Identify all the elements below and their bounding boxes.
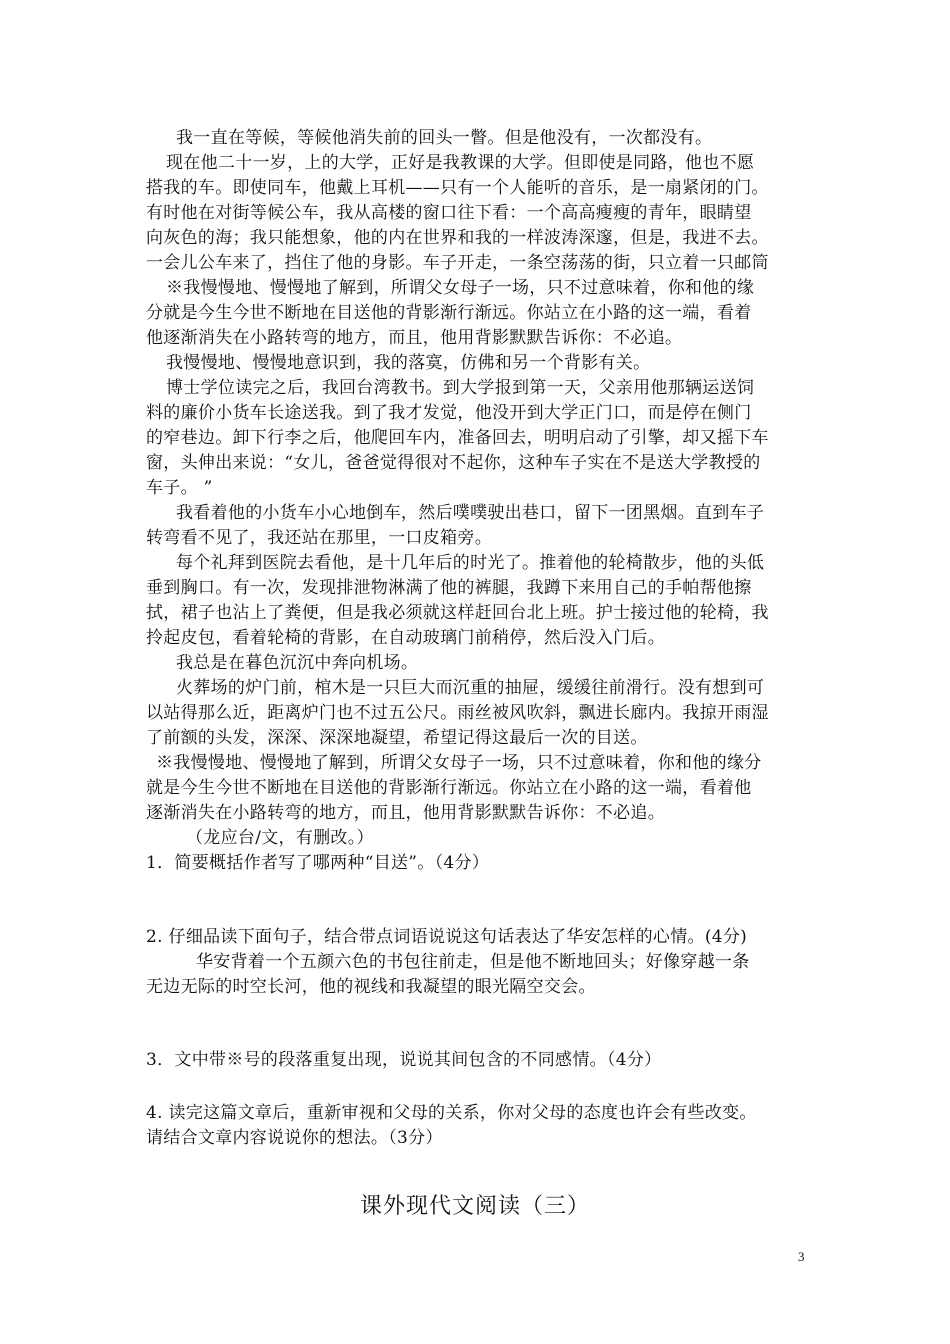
- source-credit: （龙应台/文，有删改。）: [186, 828, 374, 848]
- text-line: 以站得那么近，距离炉门也不过五公尺。雨丝被风吹斜，飘进长廊内。我掠开雨湿: [146, 703, 769, 723]
- section-heading: 课外现代文阅读（三）: [359, 1194, 590, 1219]
- text-line: 我一直在等候，等候他消失前的回头一瞥。但是他没有，一次都没有。: [176, 128, 713, 148]
- text-line: 搭我的车。即使同车，他戴上耳机——只有一个人能听的音乐，是一扇紧闭的门。: [146, 178, 769, 198]
- question-2: 2. 仔细品读下面句子，结合带点词语说说这句话表达了华安怎样的心情。(4分): [146, 927, 748, 947]
- question-2-quote: 华安背着一个五颜六色的书包往前走，但是他不断地回头；好像穿越一条: [196, 952, 750, 972]
- question-3: 3．文中带※号的段落重复出现，说说其间包含的不同感情。（4分）: [146, 1050, 662, 1070]
- text-line: 向灰色的海；我只能想象，他的内在世界和我的一样波涛深邃，但是，我进不去。: [146, 228, 769, 248]
- text-line: 我总是在暮色沉沉中奔向机场。: [176, 653, 419, 673]
- text-line: 分就是今生今世不断地在目送他的背影渐行渐远。你站立在小路的这一端，看着: [146, 303, 752, 323]
- text-line: 我慢慢地、慢慢地意识到，我的落寞，仿佛和另一个背影有关。: [166, 353, 651, 373]
- text-line: 拭，裙子也沾上了粪便，但是我必须就这样赶回台北上班。护士接过他的轮椅，我: [146, 603, 769, 623]
- text-line: 火葬场的炉门前，棺木是一只巨大而沉重的抽屉，缓缓往前滑行。没有想到可: [176, 678, 765, 698]
- text-line: 窗，头伸出来说：“女儿，爸爸觉得很对不起你，这种车子实在不是送大学教授的: [146, 453, 761, 473]
- text-line: 就是今生今世不断地在目送他的背影渐行渐远。你站立在小路的这一端，看着他: [146, 778, 752, 798]
- text-line: 我看着他的小货车小心地倒车，然后噗噗驶出巷口，留下一团黑烟。直到车子: [176, 503, 765, 523]
- text-line: 一会儿公车来了，挡住了他的身影。车子开走，一条空荡荡的街，只立着一只邮筒: [146, 253, 769, 273]
- text-line: ※我慢慢地、慢慢地了解到，所谓父女母子一场，只不过意味着，你和他的缘分: [156, 753, 762, 773]
- question-4: 请结合文章内容说说你的想法。（3分）: [146, 1128, 443, 1148]
- text-line: 拎起皮包，看着轮椅的背影，在自动玻璃门前稍停，然后没入门后。: [146, 628, 665, 648]
- text-line: 逐渐消失在小路转弯的地方，而且，他用背影默默告诉你：不必追。: [146, 803, 665, 823]
- text-line: 料的廉价小货车长途送我。到了我才发觉，他没开到大学正门口，而是停在侧门: [146, 403, 752, 423]
- text-line: 他逐渐消失在小路转弯的地方，而且，他用背影默默告诉你：不必追。: [146, 328, 683, 348]
- text-line: 的窄巷边。卸下行李之后，他爬回车内，准备回去，明明启动了引擎，却又摇下车: [146, 428, 769, 448]
- page-number: 3: [798, 1249, 805, 1264]
- text-line: 车子。 ”: [146, 478, 213, 498]
- text-line: 了前额的头发，深深、深深地凝望，希望记得这最后一次的目送。: [146, 728, 648, 748]
- question-1: 1．简要概括作者写了哪两种“目送”。（4分）: [146, 853, 490, 873]
- text-line: 有时他在对街等候公车，我从高楼的窗口往下看：一个高高瘦瘦的青年，眼睛望: [146, 203, 752, 223]
- text-line: 每个礼拜到医院去看他，是十几年后的时光了。推着他的轮椅散步，他的头低: [176, 553, 765, 573]
- text-line: 转弯看不见了，我还站在那里，一口皮箱旁。: [146, 528, 492, 548]
- text-line: 现在他二十一岁，上的大学，正好是我教课的大学。但即使是同路，他也不愿: [166, 153, 755, 173]
- text-line: 垂到胸口。有一次，发现排泄物淋满了他的裤腿，我蹲下来用自己的手帕帮他擦: [146, 578, 752, 598]
- question-2-quote: 无边无际的时空长河，他的视线和我凝望的眼光隔空交会。: [146, 977, 596, 997]
- text-line: ※我慢慢地、慢慢地了解到，所谓父女母子一场，只不过意味着，你和他的缘: [166, 278, 755, 298]
- question-4: 4. 读完这篇文章后，重新审视和父母的关系，你对父母的态度也许会有些改变。: [146, 1103, 757, 1123]
- text-line: 博士学位读完之后，我回台湾教书。到大学报到第一天，父亲用他那辆运送饲: [166, 378, 755, 398]
